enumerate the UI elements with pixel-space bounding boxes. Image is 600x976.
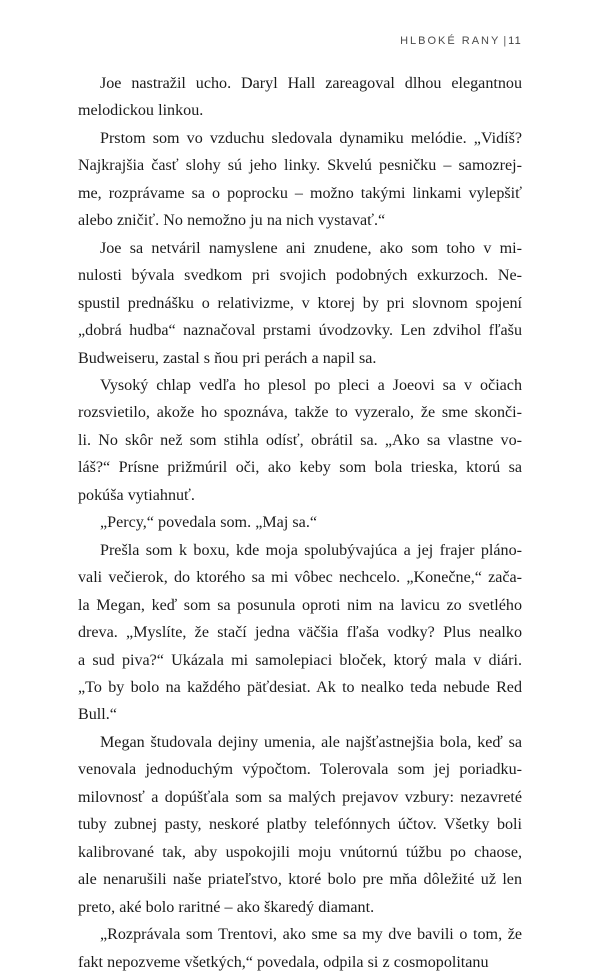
text-line: fakt nepozveme všetkých,“ povedala, odpila si z cosmopolitanu (78, 953, 489, 971)
text-line: ale nenarušili naše priateľstvo, ktoré bolo pre mňa dôležité už len (78, 871, 522, 889)
body-text-block (78, 70, 522, 976)
paragraph (78, 235, 522, 372)
text-line: láš?“ Prísne prižmúril oči, ako keby som bola trieska, ktorú sa (78, 459, 522, 477)
text-line: pokúša vytiahnuť. (78, 486, 195, 504)
text-line: spustil prednášku o relativizme, v ktorej by pri slovnom spojení (78, 294, 522, 312)
running-head (78, 36, 522, 47)
text-line: Prešla som k boxu, kde moja spolubývajúca a jej frajer pláno- (100, 541, 522, 559)
paragraph (78, 125, 522, 235)
paragraph (78, 921, 522, 976)
text-line: „Rozprávala som Trentovi, ako sme sa my dve bavili o tom, že (100, 926, 522, 944)
text-line: Prstom som vo vzduchu sledovala dynamiku melódie. „Vidíš? (100, 129, 522, 147)
text-line: Vysoký chlap vedľa ho plesol po pleci a Joeovi sa v očiach (100, 376, 522, 394)
paragraph (78, 70, 522, 125)
text-line: venovala jednoduchým výpočtom. Tolerovala som jej poriadku- (78, 761, 522, 779)
paragraph (78, 537, 522, 729)
text-line: „dobrá hudba“ naznačoval prstami úvodzovky. Len zdvihol fľašu (78, 322, 522, 340)
text-line: li. No skôr než som stihla odísť, obrátil sa. „Ako sa vlastne vo- (78, 431, 522, 449)
text-line: dreva. „Myslíte, že stačí jedna väčšia fľaša vodky? Plus nealko (78, 624, 522, 642)
text-line: nulosti bývala svedkom pri svojich podobných exkurzoch. Ne- (78, 267, 522, 285)
text-line: Joe nastražil ucho. Daryl Hall zareagoval dlhou elegantnou (100, 75, 522, 92)
text-line: preto, aké bolo raritné – ako škaredý diamant. (78, 898, 375, 916)
text-line: Budweiseru, zastal s ňou pri perách a napil sa. (78, 349, 377, 367)
text-line: Bull.“ (78, 706, 117, 724)
paragraph (78, 372, 522, 509)
text-line: Megan študovala dejiny umenia, ale najšťastnejšia bola, keď sa (100, 733, 522, 751)
text-line: „To by bolo na každého päťdesiat. Ak to nealko teda nebude Red (78, 678, 522, 696)
text-line: me, rozprávame sa o poprocku – možno takými linkami vylepšiť (78, 184, 522, 202)
page-number: 11 (508, 35, 522, 47)
text-line: Joe sa netváril namyslene ani znudene, ako som toho v mi- (100, 239, 522, 257)
text-line: milovnosť a dopúšťala som sa malých prejavov vzbury: nezavreté (78, 788, 522, 806)
text-line: Najkrajšia časť slohy sú jeho linky. Skvelú pesničku – samozrej- (78, 157, 522, 175)
text-line: melodickou linkou. (78, 102, 204, 120)
text-line: „Percy,“ povedala som. „Maj sa.“ (100, 514, 317, 532)
paragraph (78, 729, 522, 921)
text-line: vali večierok, do ktorého sa mi vôbec nechcelo. „Konečne,“ zača- (78, 569, 522, 587)
text-line: kalibrované tak, aby uspokojili moju vnútornú túžbu po chaose, (78, 843, 522, 861)
text-line: a sud piva?“ Ukázala mi samolepiaci bloček, ktorý mala v diári. (78, 651, 522, 669)
running-head-separator: | (503, 35, 508, 47)
paragraph (78, 509, 522, 536)
text-line: la Megan, keď som sa posunula oproti nim na lavicu zo svetlého (78, 596, 522, 614)
text-line: alebo zničiť. No nemožno ju na nich vystavať.“ (78, 212, 386, 230)
running-head-title: HLBOKÉ RANY (400, 35, 501, 47)
text-line: rozsvietilo, akože ho spoznáva, takže to vyzeralo, že sme skonči- (78, 404, 522, 422)
text-line: tuby zubnej pasty, neskoré platby telefónnych účtov. Všetky boli (78, 816, 522, 834)
